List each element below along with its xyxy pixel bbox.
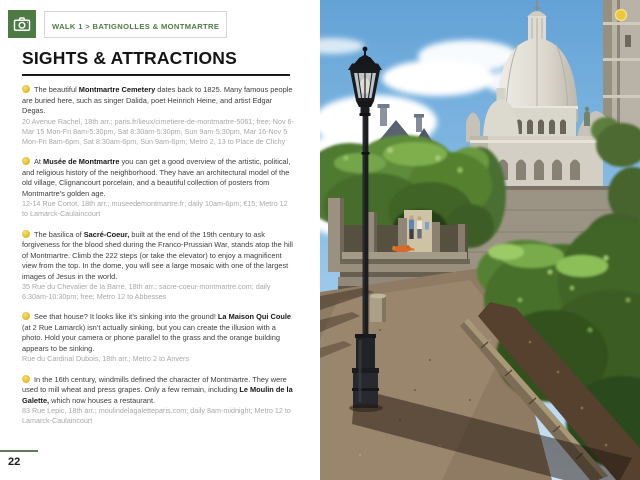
breadcrumb-box — [44, 11, 227, 38]
photo-illustration — [320, 0, 640, 480]
footer-rule — [0, 450, 38, 453]
breadcrumb: WALK 1 > BATIGNOLLES & MONTMARTRE — [52, 21, 220, 31]
sight-entry — [22, 157, 294, 219]
sights-list — [22, 85, 294, 427]
sight-text: The basilica of Sacré-Coeur, built at the end of the 19th century to ask forgiveness for the blood shed during the Franco-Prussian War, stands atop the hill of Montmartre. Climb the 222 steps (or take the elevator) to enjoy a magnificent view from the top. In the dome, you will see a large mosaic with one of the largest images of Jesus in the world. — [22, 229, 293, 281]
sight-text: In the 16th century, windmills defined the character of Montmartre. They were used to mill wheat and press grapes. Only a few remain, including Le Moulin de la Galette, which now houses a restaurant. — [22, 374, 293, 405]
sight-entry — [22, 375, 294, 427]
sight-entry — [22, 312, 294, 364]
montmartre-photo — [320, 0, 640, 480]
page-title: SIGHTS & ATTRACTIONS — [22, 48, 290, 76]
camera-icon — [8, 10, 36, 38]
sight-marker-icon — [22, 85, 30, 93]
sight-details: 12-14 Rue Cortot, 18th arr.; museedemontmartre.fr; daily 10am-6pm; €15; Metro 12 to Lamarck-Caulaincourt — [22, 199, 288, 219]
sight-marker-icon — [22, 312, 30, 320]
sight-entry — [22, 230, 294, 303]
sight-text: The beautiful Montmartre Cemetery dates back to 1825. Many famous people are buried here, such as singer Dalida, poet Heinrich Heine, and artist Edgar Degas. — [22, 85, 293, 115]
sight-text: See that house? It looks like it’s sinking into the ground! La Maison Qui Coule (at 2 Rue Lamarck) isn’t actually sinking, but you can create the illusion with a photo. Hold your camera or phone parallel to the grass and the orange building appears to be sinking. — [22, 312, 292, 353]
sight-details: Rue du Cardinal Dubois, 18th arr.; Metro 2 to Anvers — [22, 354, 189, 364]
sight-entry — [22, 85, 294, 147]
sight-marker-icon — [22, 375, 30, 383]
page-footer — [0, 450, 38, 469]
walk-header — [8, 10, 227, 38]
sight-text: At Musée de Montmartre you can get a good overview of the artistic, political, and religious history of the neighborhood. They have an architectural model of the old village, Clignancourt porcelain, and a beautiful collection of posters from Montmartre’s golden age. — [22, 157, 291, 198]
sight-marker-icon — [22, 157, 30, 165]
yellow-dot-marker — [616, 10, 627, 21]
sight-details: 20 Avenue Rachel, 18th arr.; paris.fr/lieux/cimetiere-de-montmartre-5061; free; Nov 6-Mar 15 Mon-Fri 8am-5:30pm, Sat 8:30am-5:30pm, Sun 9am-5:30pm, Mar 16-Nov 5 Mon-Fri 8am-6pm, Sat 8:30am-6pm, Sun 9am-6pm; Metro 2, 13 to Place de Clichy — [22, 116, 294, 146]
sight-details: 35 Rue du Chevalier de la Barre, 18th arr.; sacre-coeur-montmartre.com; daily 6:30am-10:30pm; free; Metro 12 to Abbesses — [22, 282, 271, 302]
sight-details: 83 Rue Lepic, 18th arr.; moulindelagaletteparis.com; daily 8am-midnight; Metro 12 to Lamarck-Caulaincourt — [22, 406, 291, 426]
page-number: 22 — [8, 456, 21, 468]
stone-block — [370, 294, 386, 322]
sight-marker-icon — [22, 230, 30, 238]
